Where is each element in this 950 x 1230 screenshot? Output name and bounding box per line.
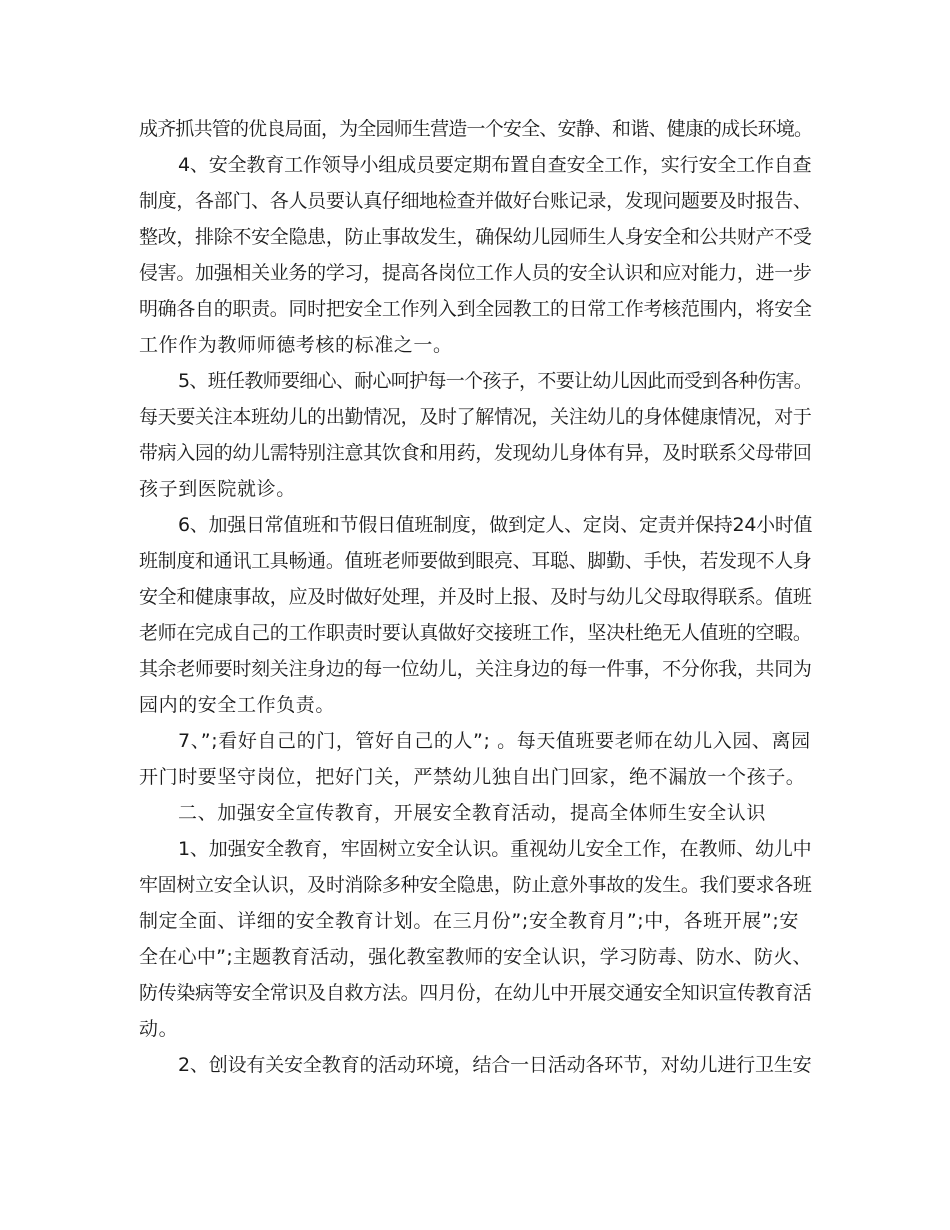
text-line: 孩子到医院就诊。 — [139, 478, 296, 500]
text-line: 侵害。加强相关业务的学习，提高各岗位工作人员的安全认识和应对能力，进一步 — [139, 262, 812, 284]
text-line: 其余老师要时刻关注身边的每一位幼儿，关注身边的每一件事，不分你我，共同为 — [139, 658, 812, 680]
section-heading: 二、加强安全宣传教育，开展安全教育活动，提高全体师生安全认识 — [178, 802, 767, 824]
text-line: 每天要关注本班幼儿的出勤情况，及时了解情况，关注幼儿的身体健康情况，对于 — [139, 406, 812, 428]
text-line: 4、安全教育工作领导小组成员要定期布置自查安全工作，实行安全工作自查 — [178, 154, 812, 176]
text-line: 园内的安全工作负责。 — [139, 694, 336, 716]
text-line: 带病入园的幼儿需特别注意其饮食和用药，发现幼儿身体有异，及时联系父母带回 — [139, 442, 812, 464]
text-line: 老师在完成自己的工作职责时要认真做好交接班工作，坚决杜绝无人值班的空暇。 — [139, 622, 812, 644]
text-line: 动。 — [139, 1018, 179, 1040]
text-line: 安全和健康事故，应及时做好处理，并及时上报、及时与幼儿父母取得联系。值班 — [139, 586, 812, 608]
text-line: 5、班任教师要细心、耐心呵护每一个孩子，不要让幼儿因此而受到各种伤害。 — [178, 370, 813, 392]
text-line: 2、创设有关安全教育的活动环境，结合一日活动各环节，对幼儿进行卫生安 — [178, 1054, 812, 1076]
text-line: 开门时要坚守岗位，把好门关，严禁幼儿独自出门回家，绝不漏放一个孩子。 — [139, 766, 806, 788]
text-line: 整改，排除不安全隐患，防止事故发生，确保幼儿园师生人身安全和公共财产不受 — [139, 226, 812, 248]
text-line: 牢固树立安全认识，及时消除多种安全隐患，防止意外事故的发生。我们要求各班 — [139, 874, 812, 896]
text-line: 7、”;看好自己的门，管好自己的人”; 。每天值班要老师在幼儿入园、离园 — [178, 730, 811, 752]
text-line: 制度，各部门、各人员要认真仔细地检查并做好台账记录，发现问题要及时报告、 — [139, 190, 812, 212]
text-line: 明确各自的职责。同时把安全工作列入到全园教工的日常工作考核范围内，将安全 — [139, 298, 812, 320]
text-line: 成齐抓共管的优良局面，为全园师生营造一个安全、安静、和谐、健康的成长环境。 — [139, 118, 813, 140]
text-line: 6、加强日常值班和节假日值班制度，做到定人、定岗、定责并保持24小时值 — [178, 514, 813, 536]
text-line: 1、加强安全教育，牢固树立安全认识。重视幼儿安全工作，在教师、幼儿中 — [178, 838, 812, 860]
text-line: 防传染病等安全常识及自救方法。四月份，在幼儿中开展交通安全知识宣传教育活 — [139, 982, 812, 1004]
text-line: 工作作为教师师德考核的标准之一。 — [139, 334, 453, 356]
text-line: 全在心中”;主题教育活动，强化教室教师的安全认识，学习防毒、防水、防火、 — [139, 946, 812, 968]
text-line: 制定全面、详细的安全教育计划。在三月份”;安全教育月”;中，各班开展”;安 — [139, 910, 799, 932]
text-line: 班制度和通讯工具畅通。值班老师要做到眼亮、耳聪、脚勤、手快，若发现不人身 — [139, 550, 812, 572]
